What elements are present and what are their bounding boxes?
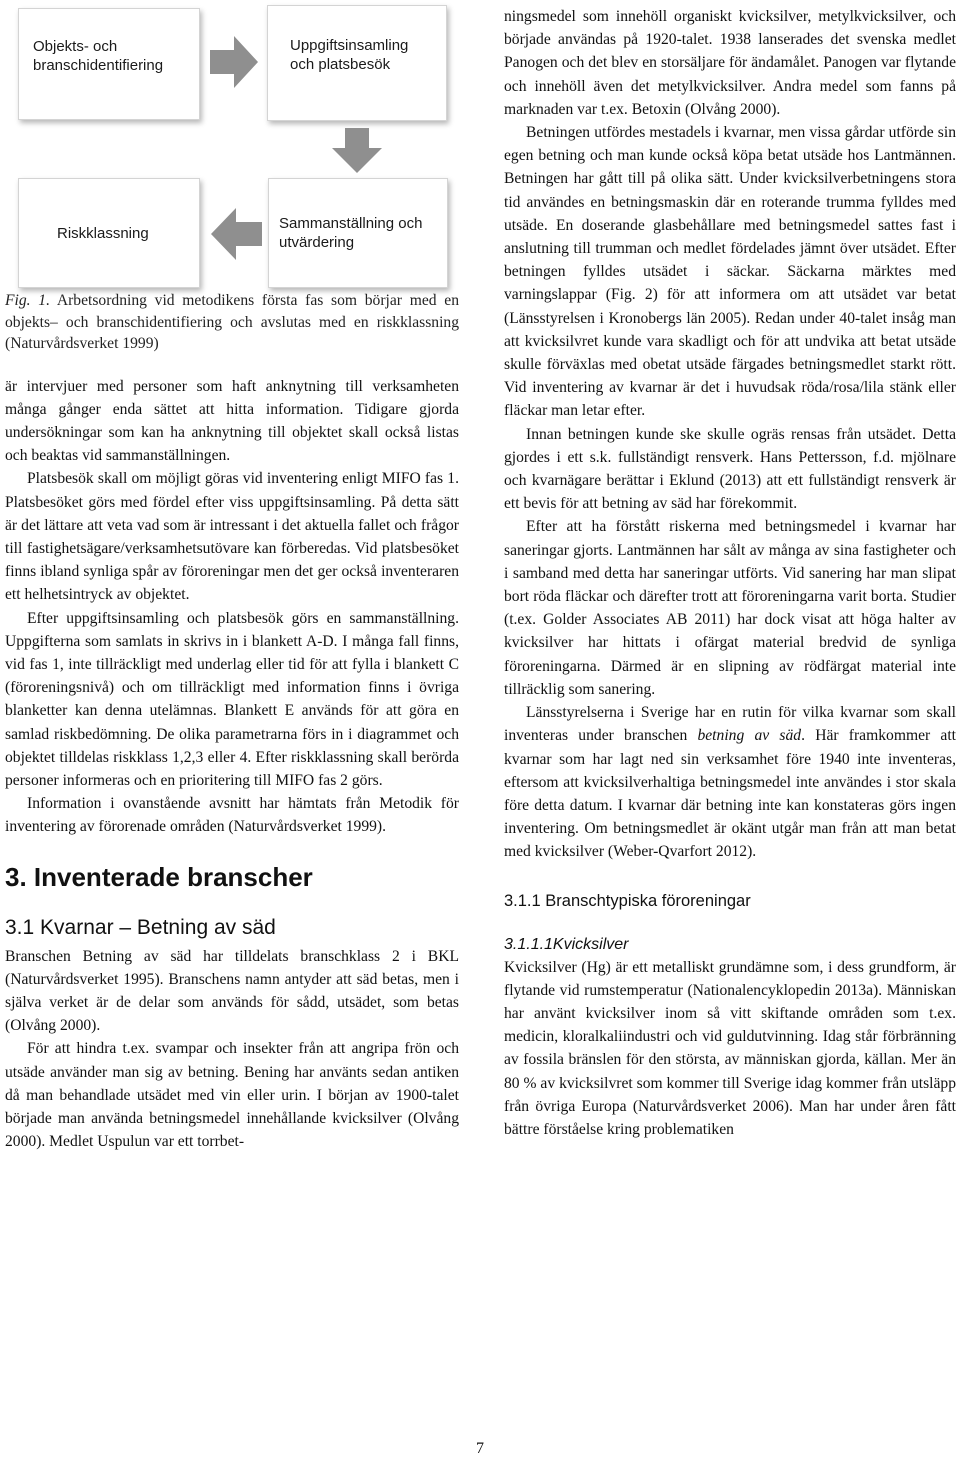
paragraph: Information i ovanstående avsnitt har hämtats från Metodik för inventering av förorenade områden (Naturvårdsverket 1999).: [5, 795, 459, 836]
step-collection-line1: Uppgiftsinsamling: [290, 37, 409, 54]
step-summary-box: [268, 178, 448, 288]
workflow-diagram: [0, 0, 460, 290]
paragraph-heading: 3.1.1.1Kvicksilver: [504, 935, 629, 953]
page-number: 7: [476, 1440, 484, 1457]
emphasis-text: betning av säd: [697, 727, 802, 745]
step-classification-line1: Riskklassning: [57, 225, 149, 242]
paragraph: Branschen Betning av säd har tilldelats branschklass 2 i BKL (Naturvårdsverket 1995). Branschens namn antyder att säd betas, men i själva verket är de delar som används för sådd, utsädet, som betas (Olvång 2000).: [5, 947, 459, 1035]
arrow-down-icon: [331, 128, 383, 174]
paragraph: Kvicksilver (Hg) är ett metalliskt grundämne som, i dess grundform, är flytande vid rumstemperatur (Nationalencyklopedin 2013a). Människan har använt kvicksilver inom så vitt skiftande områden som t.ex. medicin, kloralkaliindustri och vid guldutvinning. Idag står förbränning av fossila bränslen för den största, av människan gjorda, källan. Mer än 80 % av kvicksilvret som kommer till Sverige idag kommer från utsläpp från övriga Europa (Naturvårdsverket 2006). Man har under åren fått bättre förståelse kring problematiken: [504, 958, 956, 1138]
paragraph: är intervjuer med personer som haft anknytning till verksamheten många gånger enda sättet att hitta information. Tidigare gjorda undersökningar som kan ha anknytning till objektet skall också listas och beaktas vid sammanställningen.: [5, 377, 459, 465]
subsubsection-heading: 3.1.1 Branschtypiska föroreningar: [504, 891, 751, 910]
paragraph: Innan betningen kunde ske skulle ogräs rensas från utsädet. Detta gjordes i ett s.k. fullständigt rensverk. Hans Pettersson, f.d. mjölnare och kvarnägare berättar i Eklund (2013) att ett fullständigt rensverk är ett bevis för att betning av säd har förekommit.: [504, 425, 956, 513]
figure-caption: [5, 290, 459, 355]
figure-caption-text: Arbetsordning vid metodikens första fas som börjar med en objekts– och branschidentifiering och avslutas med en riskklassning (Naturvårdsverket 1999): [5, 292, 460, 352]
arrow-right-icon: [210, 34, 260, 90]
step-summary-line1: Sammanställning och: [279, 215, 423, 232]
section-heading: 3. Inventerade branscher: [5, 861, 313, 892]
paragraph: ningsmedel som innehöll organiskt kvicksilver, metylkvicksilver, och började användas på 1920-talet. 1938 lanserades det svenska medlet Panogen och det blev en storsäljare för ändamålet. Panogen var flytande och innehöll även det metylkvicksilver. Andra medel som fanns på marknaden var t.ex. Betoxin (Olvång 2000).: [504, 8, 956, 118]
subsection-heading: 3.1 Kvarnar – Betning av säd: [5, 915, 276, 939]
paragraph: Betningen utfördes mestadels i kvarnar, men vissa gårdar utförde sin egen betning och man kunde också köpa betat utsäde hos Lantmännen. Betningen har gått till på olika sätt. Under kvicksilverbetningens stora tid användes en betningsmaskin där en roterande trumma fylldes med utsäde. En doserande glasbehållare med betningsmedel sattes fast i anslutning till trumman och medlet fördelades jämnt över utsädet. Efter betningen fylldes utsädet i säckar. Säckarna märktes med varningslappar (Fig. 2) för att informera om att utsädet var betat (Länsstyrelsen i Kronobergs län 2005). Redan under 40-talet insåg man att kvicksilvret kunde vara skadligt och för att undvika att betat utsäde skulle förväxlas med obetat utsäde färgades betningsmedlet starkt rött. Vid inventering av kvarnar är det i huvudsak röda/rosa/lila stänk eller fläckar man letar efter.: [504, 124, 956, 420]
right-column: [504, 5, 956, 1141]
paragraph: Efter att ha förstått riskerna med betningsmedel i kvarnar har saneringar gjorts. Lantmännen har sålt av många av sina fastigheter och i samband med detta har saneringar utförts. Vid sanering har man slipat bort röda fläckar och därefter trott att föroreningarna varit borta. Studier (t.ex. Golder Associates AB 2011) har dock visat att höga halter av kvicksilver har hittats i ofärgat material bredvid de synliga föroreningarna. Därmed är en slipning av rödfärgat material inte tillräcklig som sanering.: [504, 518, 956, 698]
step-collection-line2: och platsbesök: [290, 56, 391, 73]
paragraph: Platsbesök skall om möjligt göras vid inventering enligt MIFO fas 1. Platsbesöket görs med fördel efter viss uppgiftsinsamling. På detta sätt är det lättare att veta vad som är intressant i det aktuella fallet och frågor till fastighetsägare/verksamhetsutövare kan förberedas. Vid platsbesöket finns ibland synliga spår av föroreningar men det ger också inventeraren ett helhetsintryck av objektet.: [5, 470, 459, 604]
step-identification-line1: Objekts- och: [33, 38, 118, 55]
paragraph-text: . Här framkommer att kvarnar som har lagt ned sin verksamhet före 1940 inte inventeras, eftersom att kvicksilverhaltiga betningsmedel inte användes i stor skala före detta datum. I kvarnar där betning inte kan konstateras görs ingen inventering. Om betningsmedlet är okänt utgår man från att man betat med kvicksilver (Weber-Qvarfort 2012).: [504, 727, 957, 861]
step-summary-line2: utvärdering: [279, 234, 355, 251]
figure-label: Fig. 1.: [5, 292, 50, 309]
left-column: [5, 290, 459, 1153]
step-identification-box: [18, 8, 200, 120]
step-identification-line2: branschidentifiering: [33, 57, 164, 74]
paragraph-text: Länsstyrelserna i Sverige har en rutin för vilka kvarnar som skall inventeras under branschen: [504, 704, 956, 745]
paragraph: [504, 701, 956, 863]
arrow-left-icon: [210, 206, 262, 262]
step-collection-box: [267, 5, 447, 121]
paragraph: För att hindra t.ex. svampar och insekter från att angripa frön och utsäde använder man sig av betning. Bening har använts sedan antiken då man behandlade utsädet med vin eller urin. I början av 1900-talet började man använda betningsmedel innehållande kvicksilver (Olvång 2000). Medlet Uspulun var ett torrbet-: [5, 1040, 459, 1151]
paragraph: Efter uppgiftsinsamling och platsbesök görs en sammanställning. Uppgifterna som samlats in skrivs in i blankett A-D. I många fall finns, vid fas 1, inte tillräckligt med underlag eller tid för att fylla i blankett C (föroreningsnivå) och om tillräckligt med information finns i övriga blanketter kan denna utelämnas. Blankett E används för att göra en samlad riskbedömning. De olika parametrarna förs in i diagrammet och objektet tilldelas riskklass 1,2,3 eller 4. Efter riskklassning skall berörda personer informeras och en prioritering till MIFO fas 2 görs.: [5, 609, 459, 789]
step-classification-box: [18, 178, 200, 288]
